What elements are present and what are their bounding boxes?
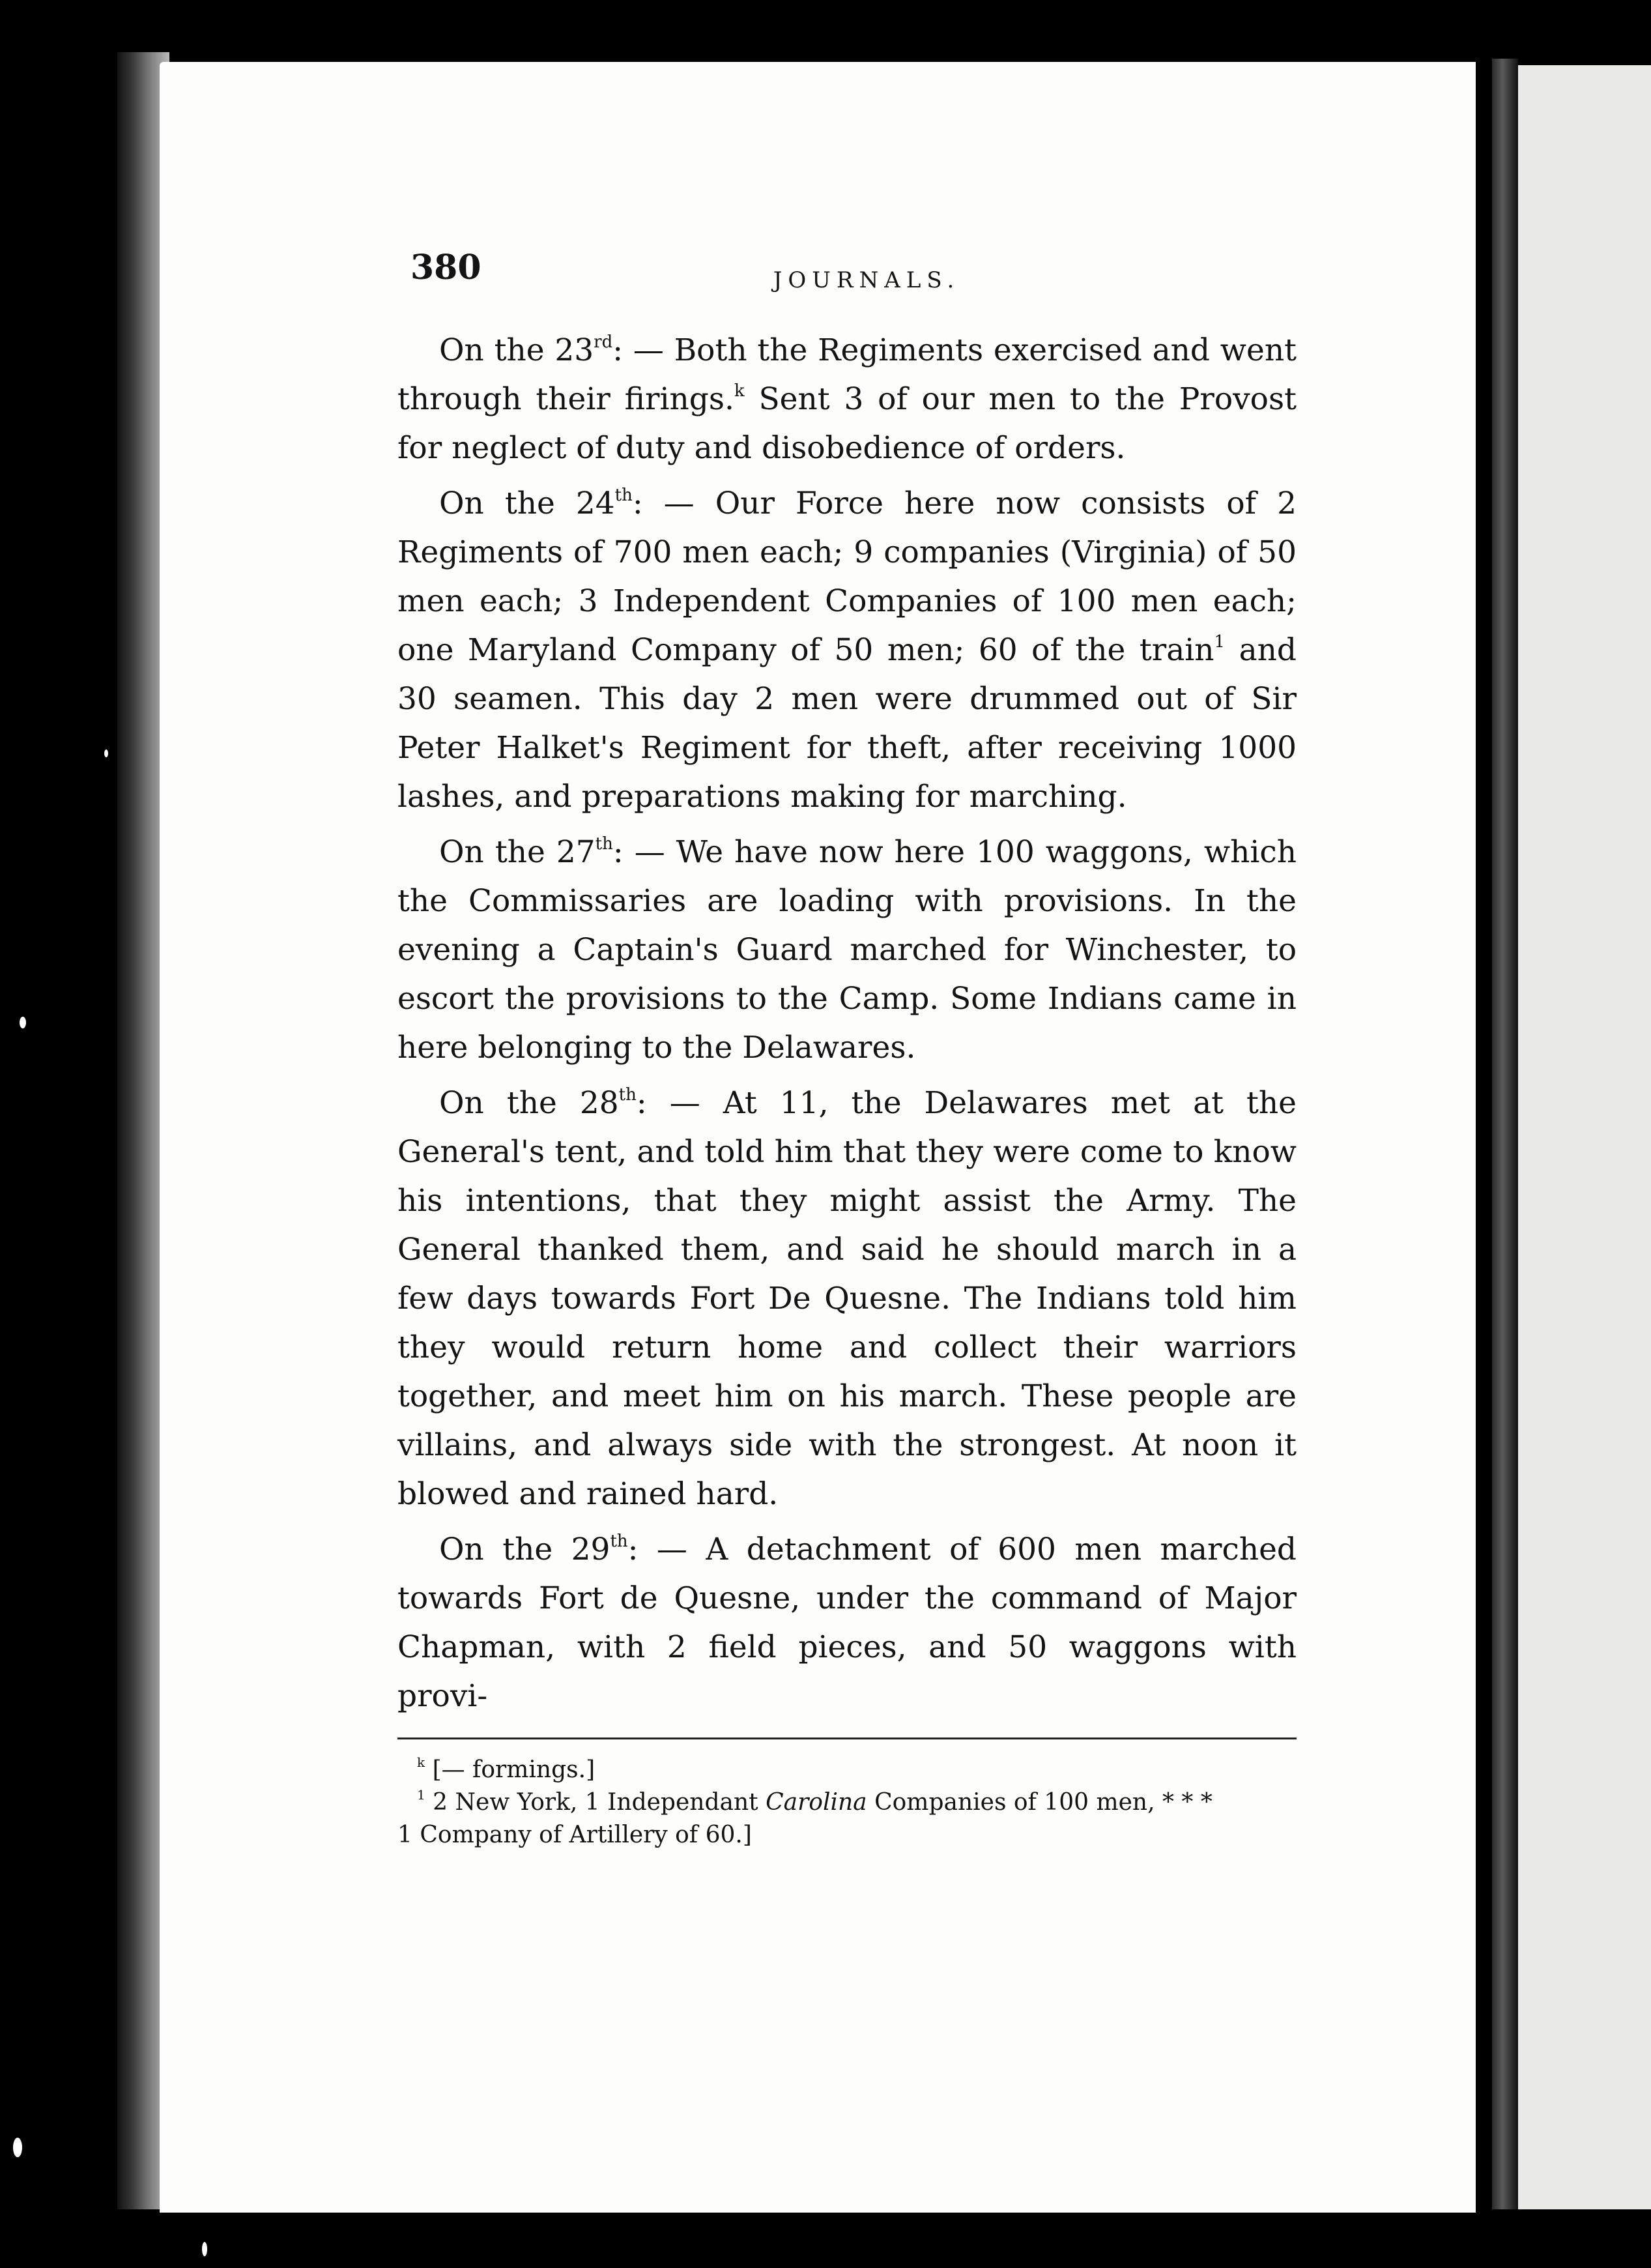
journal-entry — [397, 828, 1297, 1072]
scan-speck — [104, 749, 108, 757]
date-ordinal: th — [595, 834, 613, 854]
journal-entry — [397, 1079, 1297, 1519]
footnote-continuation: 1 Company of Artillery of 60.] — [397, 1822, 752, 1848]
footnote-text: [— formings.] — [425, 1756, 596, 1783]
entry-text: : — We have now here 100 waggons, which the Commissaries are loading with provisions. In the evening a Captain's Guard marched for Winchester, to escort the provisions to the Camp. Some Indians came in here belonging to the Delawares. — [397, 834, 1297, 1066]
adjacent-page-strip — [1518, 65, 1651, 2209]
footnote — [397, 1786, 1297, 1819]
footnote-text: 2 New York, 1 Independant — [425, 1789, 766, 1816]
page-header — [397, 248, 1297, 300]
page-content — [397, 248, 1297, 1852]
entry-text: : — Our Force here now consists of 2 Regiments of 700 men each; 9 companies (Virginia) of 50 men each; 3 Independent Companies of 100 men each; one Maryland Company of 50 men; 60 of the train — [397, 486, 1297, 668]
entry-text: : — At 11, the Delawares met at the General's tent, and told him that they were come to know his intentions, that they might assist the Army. The General thanked them, and said he should march in a few days towards Fort De Quesne. The Indians told him they would return home and collect their warriors together, and meet him on his march. These people are villains, and always side with the strongest. At noon it blowed and rained hard. — [397, 1085, 1297, 1512]
next-page-edge — [1492, 59, 1518, 2209]
entry-text: : — A detachment of 600 men marched towards Fort de Quesne, under the command of Major Chapman, with 2 field pieces, and 50 waggons with provi- — [397, 1532, 1297, 1714]
entry-text: and 30 seamen. This day 2 men were drummed out of Sir Peter Halket's Regiment for theft, after receiving 1000 lashes, and preparations making for marching. — [397, 632, 1297, 815]
journal-entries — [397, 326, 1297, 1721]
journal-entry — [397, 1525, 1297, 1721]
date-ordinal: th — [618, 1085, 637, 1105]
footnote-marker: k — [417, 1754, 425, 1770]
footnote-reference: 1 — [1214, 632, 1226, 652]
entry-date: On the 24 — [439, 486, 615, 521]
scan-speck — [202, 2242, 207, 2256]
footnote-marker: 1 — [417, 1787, 425, 1803]
entry-date: On the 28 — [439, 1085, 619, 1121]
scan-speck — [20, 1017, 26, 1028]
entry-date: On the 27 — [439, 834, 596, 870]
page-number: 380 — [410, 248, 481, 287]
entry-text: Sent 3 of our men to the Provost for neglect of duty and disobedience of orders. — [397, 381, 1297, 466]
footnotes — [397, 1754, 1297, 1852]
footnote-divider — [397, 1737, 1297, 1739]
entry-text: : — Both the Regiments exercised and went through their firings. — [397, 332, 1297, 417]
running-head: JOURNALS. — [773, 267, 960, 293]
footnote — [397, 1754, 1297, 1786]
journal-entry — [397, 479, 1297, 821]
date-ordinal: th — [614, 486, 633, 505]
footnote-reference: k — [734, 381, 745, 401]
date-ordinal: rd — [594, 332, 613, 352]
entry-date: On the 23 — [439, 332, 594, 368]
footnote-text: Companies of 100 men, * * * — [867, 1789, 1213, 1816]
date-ordinal: th — [610, 1532, 628, 1551]
journal-entry — [397, 326, 1297, 472]
entry-date: On the 29 — [439, 1532, 610, 1567]
footnote-italic-text: Carolina — [766, 1789, 867, 1816]
scan-speck — [13, 2138, 22, 2157]
